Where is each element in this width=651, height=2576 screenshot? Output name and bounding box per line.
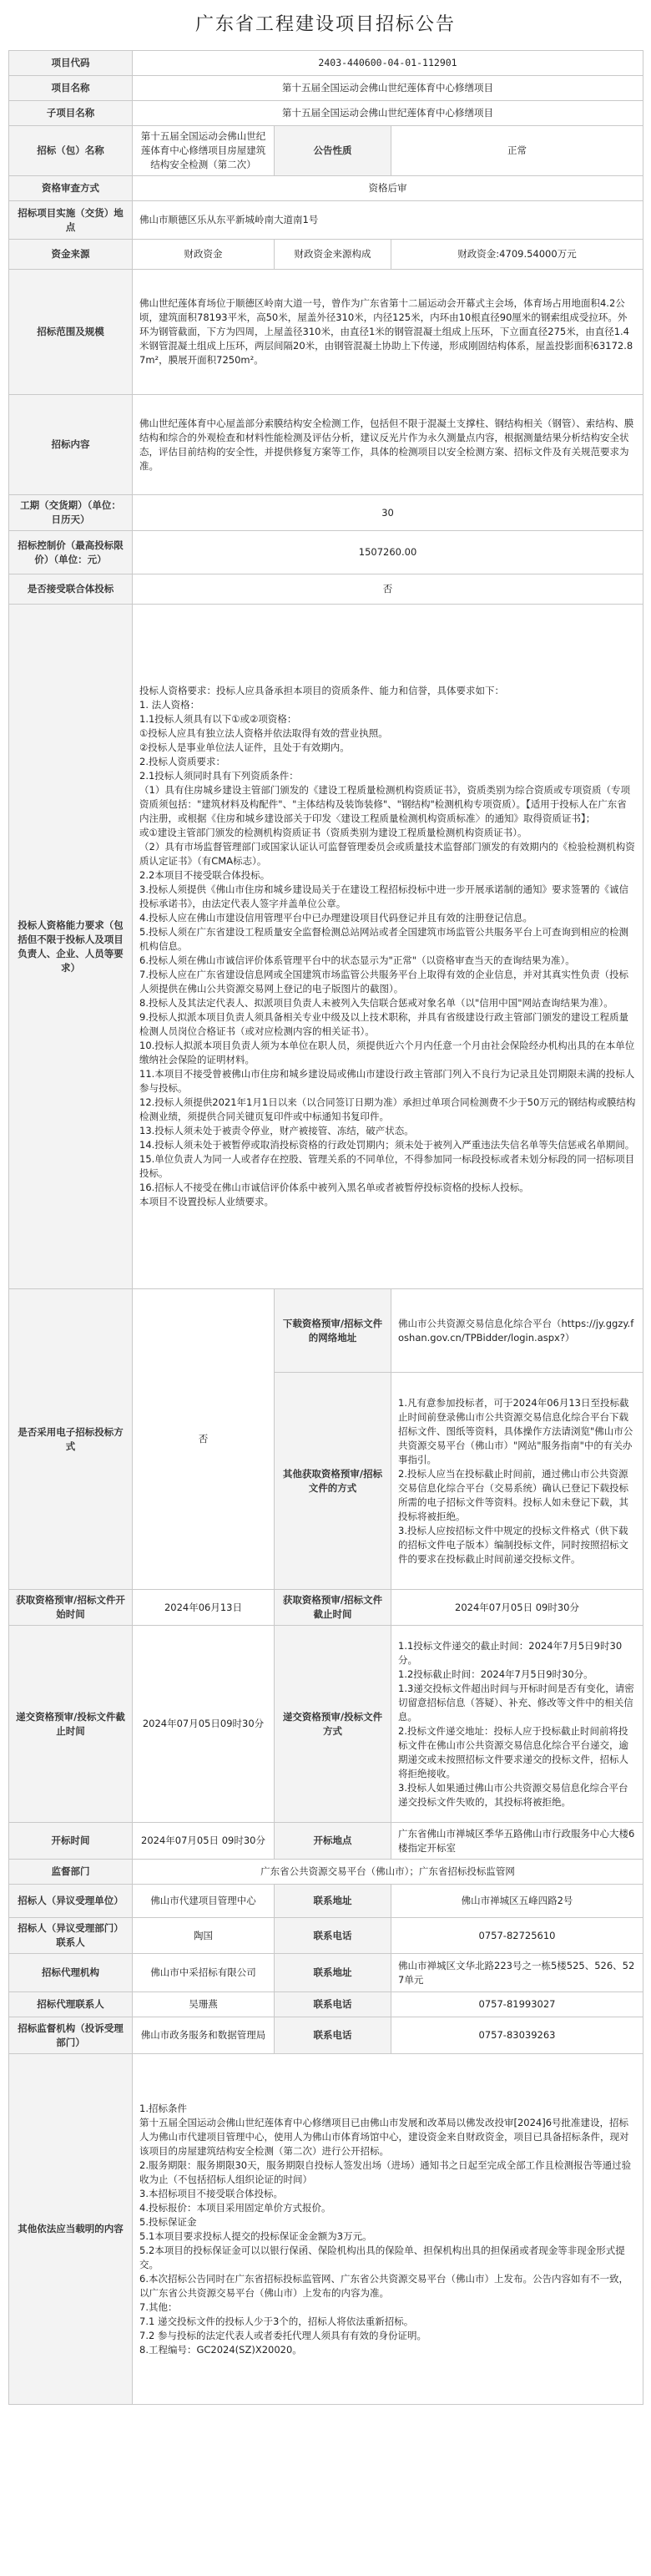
other-value: 1.招标条件 第十五届全国运动会佛山世纪莲体育中心修缮项目已由佛山市发展和改革局以佛发改投审[2024]6号批准建设，招标人为佛山市代建项目管理中心，使用人为佛山市体育场馆中心，建设资金来自财政资金，项目已具备招标条件，现对该项目的房屋建筑结构安全检测（第二次）进行公开招标。 2.服务期限：服务期限30天，服务期限自投标人签发出场（进场）通知书之日起至完成全部工作且检测报告等通过验收为止（不包括招标人组织论证的时间） 3.本招标项目不接受联合体投标。 4.投标报价：本项目采用固定单价方式报价。 5.投标保证金 5.1本项目要求投标人提交的投标保证金金额为3万元。 5.2本项目的投标保证金可以以银行保函、保险机构出具的保险单、担保机构出具的担保函或者现金等非现金形式提交。 6.本次招标公告同时在广东省招标投标监管网、广东省公共资源交易平台（佛山市）上发布。公告内容如有不一致，以广东省公共资源交易平台（佛山市）上发布的内容为准。 7.其他： 7.1 递交投标文件的投标人少于3个的，招标人将依法重新招标。 7.2 参与投标的法定代表人或者委托代理人须具有有效的身份证明。 8.工程编号：GC2024(SZ)X20020。 — [133, 2054, 643, 2405]
announcement-table — [8, 50, 643, 2405]
platform-value: 佛山市政务服务和数据管理局 — [133, 2017, 275, 2054]
sub-project-name-value: 第十五届全国运动会佛山世纪莲体育中心修缮项目 — [133, 101, 643, 126]
scope-value: 佛山世纪莲体育场位于顺德区岭南大道一号，曾作为广东省第十二届运动会开幕式主会场，体育场占用地面积4.2公顷，建筑面积78193平米，高50米，屋盖外径310米，内径125米，内环由10根直径90厘米的钢索组成受拉环。外环为钢管截面，下方为四周，上屋盖径310米，由直径1米的钢管混凝土组成上压环，下立面直径275米，由直径1.4米钢管混凝土组成上压环，两层间隔20米，由钢管混凝土协助上下传递，形成刚固结构体系，屋盖投影面积63172.87m²，膜展开面积7250m²。 — [133, 270, 643, 395]
agency-address-label: 联系地址 — [275, 1954, 391, 1992]
submit-method-value: 1.1投标文件递交的截止时间：2024年7月5日9时30分。 1.2投标截止时间：2024年7月5日9时30分。 1.3递交投标文件超出时间与开标时间是否有变化，请密切留意招标信息（答疑）、补充、修改等文件中的相关信息。 2.投标文件递交地址：投标人应于投标截止时间前将投标文件在佛山市公共资源交易信息化综合平台递交，逾期递交或未按照招标文件要求递交的投标文件，招标人将拒绝接收。 3.投标人如果通过佛山市公共资源交易信息化综合平台递交投标文件失败的，其投标将被拒绝。 — [391, 1626, 643, 1823]
agency-contact-label: 招标代理联系人 — [9, 1992, 133, 2017]
platform-phone-label: 联系电话 — [275, 2017, 391, 2054]
download-address-label: 下载资格预审/招标文件的网络地址 — [275, 1289, 391, 1373]
fund-source-label: 资金来源 — [9, 240, 133, 270]
submit-method-label: 递交资格预审/投标文件方式 — [275, 1626, 391, 1823]
row-electronic-download — [9, 1289, 643, 1373]
row-qualification — [9, 605, 643, 1289]
row-other — [9, 2054, 643, 2405]
other-method-value: 1.凡有意参加投标者，可于2024年06月13日至投标截止时间前登录佛山市公共资源交易信息化综合平台下载招标文件、图纸等资料，具体操作方法请浏览"佛山市公共资源交易平台（佛山市）"网站"服务指南"中的有关办事指引。 2.投标人应当在投标截止时间前，通过佛山市公共资源交易信息化综合平台（交易系统）确认已登记下载投标所需的电子招标文件等资料。投标人如未登记下载，其投标将被拒绝。 3.投标人应按招标文件中规定的投标文件格式（供下载的招标文件电子版本）编制投标文件，同时按照招标文件的要求在投标截止时间前递交投标文件。 — [391, 1373, 643, 1590]
tender-name-label: 招标（包）名称 — [9, 126, 133, 176]
row-project-code — [9, 51, 643, 76]
tenderer-contact-value: 陶国 — [133, 1918, 275, 1954]
row-submit-deadline — [9, 1626, 643, 1823]
row-duration — [9, 495, 643, 531]
row-open-time — [9, 1823, 643, 1860]
scope-label: 招标范围及规模 — [9, 270, 133, 395]
row-doc-time — [9, 1590, 643, 1626]
row-tenderer — [9, 1885, 643, 1918]
joint-label: 是否接受联合体投标 — [9, 574, 133, 605]
review-method-value: 资格后审 — [133, 176, 643, 201]
open-time-label: 开标时间 — [9, 1823, 133, 1860]
row-joint — [9, 574, 643, 605]
doc-start-label: 获取资格预审/招标文件开始时间 — [9, 1590, 133, 1626]
doc-end-value: 2024年07月05日 09时30分 — [391, 1590, 643, 1626]
doc-end-label: 获取资格预审/招标文件截止时间 — [275, 1590, 391, 1626]
row-review-method — [9, 176, 643, 201]
page-title: 广东省工程建设项目招标公告 — [194, 14, 456, 35]
project-name-label: 项目名称 — [9, 76, 133, 101]
tenderer-address-value: 佛山市禅城区五峰四路2号 — [391, 1885, 643, 1918]
duration-label: 工期（交货期）（单位：日历天） — [9, 495, 133, 531]
fund-amount-value: 财政资金:4709.54000万元 — [391, 240, 643, 270]
agency-phone-value: 0757-81993027 — [391, 1992, 643, 2017]
row-supervisor — [9, 1860, 643, 1885]
review-method-label: 资格审查方式 — [9, 176, 133, 201]
agency-phone-label: 联系电话 — [275, 1992, 391, 2017]
submit-deadline-value: 2024年07月05日09时30分 — [133, 1626, 275, 1823]
row-price-limit — [9, 531, 643, 574]
row-fund-source — [9, 240, 643, 270]
agency-value: 佛山市中采招标有限公司 — [133, 1954, 275, 1992]
submit-deadline-label: 递交资格预审/投标文件截止时间 — [9, 1626, 133, 1823]
row-tenderer-contact — [9, 1918, 643, 1954]
platform-phone-value: 0757-83039263 — [391, 2017, 643, 2054]
duration-value: 30 — [133, 495, 643, 531]
supervisor-label: 监督部门 — [9, 1860, 133, 1885]
price-limit-label: 招标控制价（最高投标限价）（单位：元） — [9, 531, 133, 574]
tenderer-phone-label: 联系电话 — [275, 1918, 391, 1954]
agency-label: 招标代理机构 — [9, 1954, 133, 1992]
project-code-value: 2403-440600-04-01-112901 — [133, 51, 643, 76]
row-content — [9, 395, 643, 495]
electronic-value: 否 — [133, 1289, 275, 1590]
row-platform — [9, 2017, 643, 2054]
open-place-value: 广东省佛山市禅城区季华五路佛山市行政服务中心大楼6楼指定开标室 — [391, 1823, 643, 1860]
fund-composition-value: 财政资金来源构成 — [275, 240, 391, 270]
other-method-label: 其他获取资格预审/招标文件的方式 — [275, 1373, 391, 1590]
joint-value: 否 — [133, 574, 643, 605]
sub-project-name-label: 子项目名称 — [9, 101, 133, 126]
row-location — [9, 201, 643, 240]
fund-source-value: 财政资金 — [133, 240, 275, 270]
row-scope — [9, 270, 643, 395]
tenderer-label: 招标人（异议受理单位） — [9, 1885, 133, 1918]
tenderer-address-label: 联系地址 — [275, 1885, 391, 1918]
doc-start-value: 2024年06月13日 — [133, 1590, 275, 1626]
tenderer-value: 佛山市代建项目管理中心 — [133, 1885, 275, 1918]
price-limit-value: 1507260.00 — [133, 531, 643, 574]
platform-label: 招标监督机构（投诉受理部门） — [9, 2017, 133, 2054]
supervisor-value: 广东省公共资源交易平台（佛山市）；广东省招标投标监管网 — [133, 1860, 643, 1885]
qualification-label: 投标人资格能力要求（包括但不限于投标人及项目负责人、企业、人员等要求） — [9, 605, 133, 1289]
download-address-value: 佛山市公共资源交易信息化综合平台（https://jy.ggzy.foshan.gov.cn/TPBidder/login.aspx?） — [391, 1289, 643, 1373]
open-place-label: 开标地点 — [275, 1823, 391, 1860]
notice-type-label: 公告性质 — [275, 126, 391, 176]
other-label: 其他依法应当载明的内容 — [9, 2054, 133, 2405]
row-project-name — [9, 76, 643, 101]
qualification-value: 投标人资格要求：投标人应具备承担本项目的资质条件、能力和信誉，具体要求如下： 1. 法人资格： 1.1投标人须具有以下①或②项资格： ①投标人应具有独立法人资格并依法取得有效的营业执照。 ②投标人是事业单位法人证件，且处于有效期内。 2.投标人资质要求： 2.1投标人须同时具有下列资质条件： （1）具有住房城乡建设主管部门颁发的《建设工程质量检测机构资质证书》，资质类别为综合资质或专项资质（专项资质须包括："建筑材料及构配件"、"主体结构及装饰装修"、"钢结构"检测机构专项资质）。【适用于投标人在广东省内注册，或根据《住房和城乡建设部关于印发〈建设工程质量检测机构资质标准〉的通知》取得资质证书】； 或①建设主管部门颁发的检测机构资质证书（资质类别为建设工程质量检测机构资质证书）。 （2）具有市场监督管理部门或国家认证认可监督管理委员会或质量技术监督部门颁发的有效期内的《检验检测机构资质认定证书》（有CMA标志）。 2.2本项目不接受联合体投标。 3.投标人须提供《佛山市住房和城乡建设局关于在建设工程招标投标中进一步开展承诺制的通知》要求签署的《诚信投标承诺书》，由法定代表人签字并盖单位公章。 4.投标人应在佛山市建设信用管理平台中已办理建设项目代码登记并且有效的注册登记信息。 5.投标人须在广东省建设工程质量安全监督检测总站网站或者全国建筑市场监管公共服务平台上可查询到相应的检测机构信息。 6.投标人须在佛山市诚信评价体系管理平台中的状态显示为"正常"（以资格审查当天的查询结果为准）。 7.投标人应在广东省建设信息网或全国建筑市场监管公共服务平台上取得有效的企业信息，并对其真实性负责（投标人须提供在佛山公共资源交易网上登记的电子版图片的截图）。 8.投标人及其法定代表人、拟派项目负责人未被列入失信联合惩戒对象名单（以"信用中国"网站查询结果为准）。 9.投标人拟派本项目负责人须具备相关专业中级及以上技术职称，并具有省级建设行政主管部门颁发的建设工程质量检测人员岗位合格证书（或对应检测内容的相关证书）。 10.投标人拟派本项目负责人须为本单位在职人员，须提供近六个月内任意一个月由社会保险经办机构出具的在本单位缴纳社会保险的证明材料。 11.本项目不接受曾被佛山市住房和城乡建设局或佛山市建设行政主管部门列入不良行为记录且处罚期限未满的投标人参与投标。 12.投标人须提供2021年1月1日以来（以合同签订日期为准）承担过单项合同检测费不少于50万元的钢结构或膜结构检测业绩，须提供合同关键页复印件或中标通知书复印件。 13.投标人须未处于被责令停业，财产被接管、冻结，破产状态。 14.投标人须未处于被暂停或取消投标资格的行政处罚期内；须未处于被列入严重违法失信名单等失信惩戒名单期间。 15.单位负责人为同一人或者存在控股、管理关系的不同单位，不得参加同一标段投标或者未划分标段的同一招标项目投标。 16.招标人不接受在佛山市诚信评价体系中被列入黑名单或者被暂停投标资格的投标人投标。 本项目不设置投标人业绩要求。 — [133, 605, 643, 1289]
row-agency — [9, 1954, 643, 1992]
open-time-value: 2024年07月05日 09时30分 — [133, 1823, 275, 1860]
tenderer-contact-label: 招标人（异议受理部门）联系人 — [9, 1918, 133, 1954]
project-name-value: 第十五届全国运动会佛山世纪莲体育中心修缮项目 — [133, 76, 643, 101]
content-label: 招标内容 — [9, 395, 133, 495]
row-agency-contact — [9, 1992, 643, 2017]
notice-type-value: 正常 — [391, 126, 643, 176]
content-value: 佛山世纪莲体育中心屋盖部分索膜结构安全检测工作，包括但不限于混凝土支撑柱、钢结构相关（钢管）、索结构、膜结构和综合的外观检查和材料性能检测及评估分析，建议反光片作为永久测量点内容，根据测量结果分析结构安全状态，评估目前结构的安全性，并提供修复方案等工作，具体的检测项目以安全检测方案、招标文件及有关规范要求为准。 — [133, 395, 643, 495]
electronic-label: 是否采用电子招标投标方式 — [9, 1289, 133, 1590]
location-value: 佛山市顺德区乐从东平新城岭南大道南1号 — [133, 201, 643, 240]
location-label: 招标项目实施（交货）地点 — [9, 201, 133, 240]
row-sub-project-name — [9, 101, 643, 126]
tender-name-value: 第十五届全国运动会佛山世纪莲体育中心修缮项目房屋建筑结构安全检测（第二次） — [133, 126, 275, 176]
agency-contact-value: 吴珊燕 — [133, 1992, 275, 2017]
agency-address-value: 佛山市禅城区文华北路223号之一栋5楼525、526、527单元 — [391, 1954, 643, 1992]
tenderer-phone-value: 0757-82725610 — [391, 1918, 643, 1954]
row-tender-name — [9, 126, 643, 176]
project-code-label: 项目代码 — [9, 51, 133, 76]
